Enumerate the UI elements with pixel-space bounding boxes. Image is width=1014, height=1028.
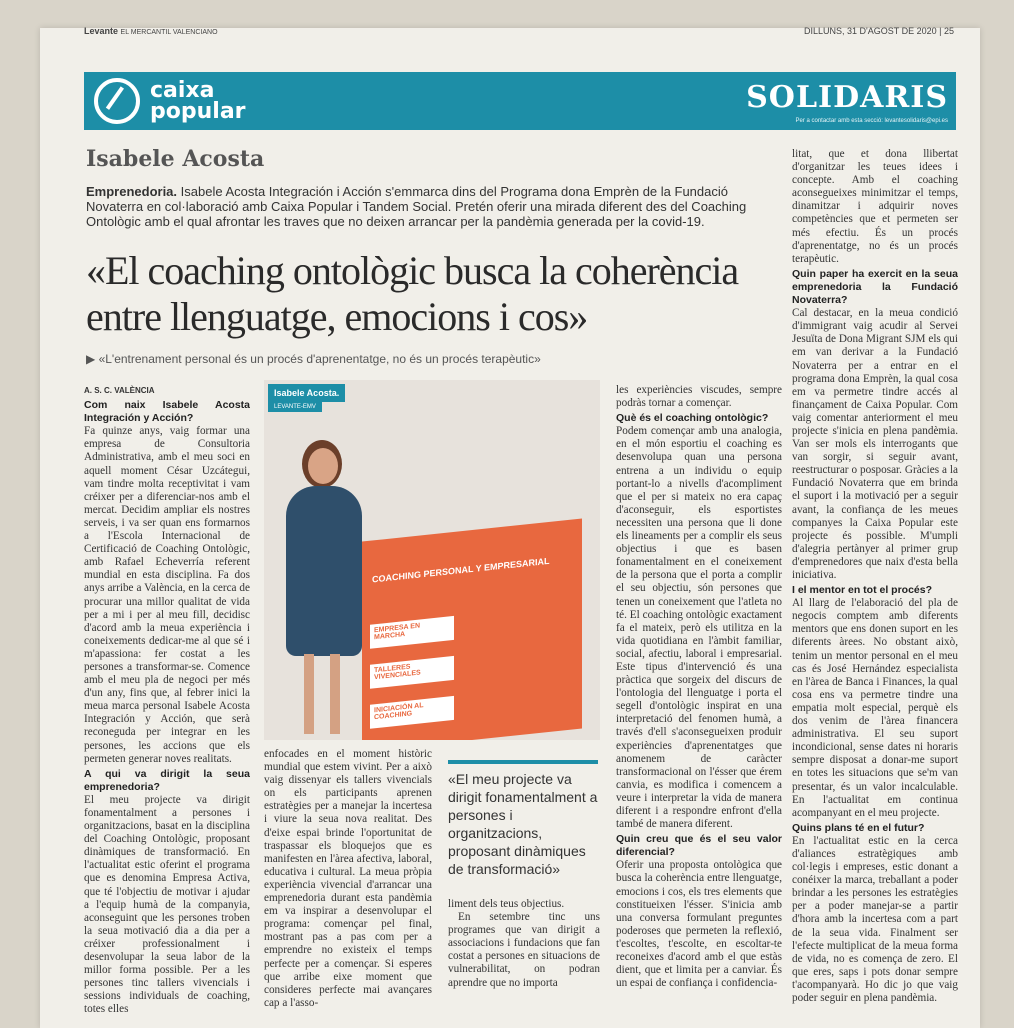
answer: Fa quinze anys, vaig formar una empresa de Consultoria Administrativa, amb el meu soci en aquell moment César Uzcátegui, vam tindre molta receptivitat i vam créixer per a diferenciar-nos amb el mercat. Decidim ampliar els nostres serveis, i va ser quan ens formarnos a l'Escola Internacional de Certificació de Coaching Ontològic, amb Rafael Echeverría referent mundial en esta disciplina. Fa dos anys arribe a València, en la cerca de procurar una millor qualitat de vida per a mi i per al meu fill, decidisc d'acord amb la meua experiència i coneixements dedicar-me al que sé i m'apassiona: fer costat a les persones a transformar-se. Comence amb el meu pla de negoci per més d'un any, fins que, al febrer inici la meua marca personal Isabele Acosta Integración y Acción, que serà reconeguda per integrar en les persones, les accions que els permeten generar noves realitats. [84,425,250,765]
column-3: les experiències viscudes, sempre podràs tornar a començar. Què és el coaching ontològic? Podem començar amb una analogia, en el món esportiu el coaching es desenvolupa quan una persona entrena a un individu o equip portant-lo a nivells d'acompliment que el per si mateix no era capaç d'aconseguir, els esportistes necessiten una persona que li done els lineaments per a complir els seus objectius i que es basen fonamentalment en el coneixement de la persona que el porta a complir el seu objectiu, són persones que tenen un coneixement que l'atleta no té. El coaching ontològic exactament fa el mateix, però els utilitza en la vida quotidiana en l'àmbit familiar, social, afectiu, laboral i empresarial. Este tipus d'intervenció és una pràctica que sorgeix del discurs de l'ontologia del llenguatge i porta el segell d'ontològic inspirat en una interpretació del fenomen humà, a través d'ell s'aconsegueixen produir experiències d'aprenentatges que anomenem de caràcter transformacional on l'ésser que érem canvia, es modifica i comencem a veure i interpretar la vida de manera diferent i a respondre enfront d'ella també de manera diferent. Quin creu que és el seu valor diferencial? Oferir una proposta ontològica que busca la coherència entre llenguatge, emocions i cos, els tres elements que constitueixen l'ésser. S'inicia amb una conversa formulant preguntes poderoses que permeten la reflexió, t'escoltes, t'escolte, en escoltar-te reconeixes d'acord amb el que estàs dient, que et limita per a canviar. És un espai de confiança i confidencia- [616,384,782,990]
answer: Podem començar amb una analogia, en el món esportiu el coaching es desenvolupa quan una persona entrena a un individu o equip portant-lo a nivells d'acompliment que el per si mateix no era capaç d'aconseguir, els esportistes necessiten una persona que li done els lineaments per a complir els seus objectius i que es basen fonamentalment en el coneixement de la persona que el porta a complir el seu objectiu, són persones que tenen un coneixement que l'atleta no té. El coaching ontològic exactament fa el mateix, però els utilitza en la vida quotidiana en l'àmbit familiar, social, afectiu, laboral i empresarial. Este tipus d'intervenció és una pràctica que sorgeix del discurs de l'ontologia del llenguatge i porta el segell d'ontològic inspirat en una interpretació del fenomen humà, a través d'ell s'aconsegueixen produir experiències d'aprenentatges que anomenem de caràcter transformacional on l'ésser que érem canvia, es modifica i comencem a veure i interpretar la vida de manera diferent i a respondre enfront d'ella també de manera diferent. [616,425,782,831]
photo-caption: Isabele Acosta. [268,384,345,402]
column-2: enfocades en el moment històric mundial que estem vivint. Per a això vaig dissenyar els tallers vivencials on els participants aprenen estratègies per a manejar la incertesa i viure la seua nova realitat. Des d'eixe espai brinde l'oportunitat de traspassar els bloquejos que es manifesten en l'àrea afectiva, laboral, educativa i cultural. La meua pròpia experiència vivencial d'arrancar una emprenedoria durant esta pandèmia em va inspirar a desenvolupar el programa: començar pel final, mostrant pas a pas com per a emprendre no existeix el temps perfecte per a començar. Si esperes que arribe eixe moment que consideres perfecte mai avançares cap a l'asso- [264,748,432,1009]
lead-paragraph: Emprenedoria. Isabele Acosta Integración i Acción s'emmarca dins del Programa dona Emprèn de la Fundació Novaterra en col·laboració amb Caixa Popular i Tandem Social. Pretén oferir una mirada diferent des del Coaching Ontològic amb el qual afrontar les traves que no deixen arrancar per la pandèmia generada per la covid-19. [86,184,747,229]
banner-item: TALLERES VIVENCIALES [370,656,454,689]
column-1 [84,384,250,1020]
photo-credit: LEVANTE-EMV [268,402,322,412]
column-2b: liment dels teus objectius. En setembre tinc uns programes que van dirigit a associacions i fundacions que fan costat a persones en situacions de vulnerabilitat, on podran aprendre que no importa [448,898,600,989]
answer: Cal destacar, en la meua condició d'immigrant vaig acudir al Servei Jesuïta de Dona Migrant SJM els qui em van derivar a la Fundació Novaterra per a entrar en el programa dona Emprèn, la qual cosa em va permetre tindre accés al finançament de Caixa Popular. Com vaig comentar anteriorment el meu projecte s'inicia en plena pandèmia. Van ser mols els interrogants que van sorgir, si seguir avant, reestructurar o posposar. Gràcies a la Fundació Novaterra que em brinda el suport i la motivació per a seguir avant, la confiança de les meues companyes la Caixa Popular este projecte és possible. M'umpli d'alegria pertànyer al primer grup d'emprenedores que naix d'esta bella iniciativa. [792,307,958,581]
banner-item: INICIACIÓN AL COACHING [370,696,454,729]
question: Què és el coaching ontològic? [616,412,769,425]
question: A qui va dirigit la seua emprenedoria? [84,767,250,793]
section-title: SOLIDARIS [746,80,948,115]
subheadline: ▶ «L'entrenament personal és un procés d'aprenentatge, no és un procés terapèutic» [86,352,541,366]
answer: Al llarg de l'elaboració del pla de negocis comptem amb diferents mentors que ens donen suport en les diferents àrees. No obstant això, tenim un mentor personal en el meu cas és José Hernández especialista en l'àrea de Banca i Finances, la qual cosa ens va permetre tindre una empatia molt especial, perquè els dos venim de l'àrea financera administrativa. El seu suport incondicional, sense dates ni horaris sempre disposat a donar-me suport en totes les situacions que se'm van presentar, és un valor incalculable. En l'actualitat em continua acompanyant en el meu projecte. [792,597,958,819]
section-contact: Per a contactar amb esta secció: levantesolidaris@epi.es [795,118,948,124]
masthead: Levante EL MERCANTIL VALENCIANO [84,26,218,36]
pull-quote: «El meu projecte va dirigit fonamentalment a persones i organitzacions, proposant dinàmiques de transformació» [448,760,598,878]
column-4 [792,148,958,1020]
banner-item: EMPRESA EN MARCHA [370,616,454,649]
question: Com naix Isabele Acosta Integración y Acción? [84,399,250,425]
top-line [0,26,1014,42]
date-page: DILLUNS, 31 D'AGOST DE 2020 | 25 [804,26,954,36]
logo-mark-icon [94,78,140,124]
answer: litat, que et dona llibertat d'organitzar les teues idees i concepte. Amb el coaching aconsegueixes minimitzar el temps, dinamitzar i adquirir noves competències que et permeten ser més efectiu. És un procés d'aprenentatge, no és un procés terapèutic. [792,148,958,265]
headline: «El coaching ontològic busca la coherència entre llenguatge, emocions i cos» [86,248,739,339]
question: Quin paper ha exercit en la seua emprenedoria la Fundació Novaterra? [792,267,958,307]
byline: A. S. C. VALÈNCIA [84,386,155,395]
question: Quin creu que és el seu valor diferencial? [616,833,782,859]
question: Quins plans té en el futur? [792,821,925,834]
woman-figure [282,440,372,740]
caixa-popular-logo: caixa popular [88,74,328,128]
kicker: Isabele Acosta [86,146,265,172]
article-photo [264,380,600,740]
question: I el mentor en tot el procés? [792,584,933,597]
banner-sign: COACHING PERSONAL Y EMPRESARIAL EMPRESA EN MARCHA TALLERES VIVENCIALES INICIACIÓN AL COACHING [362,518,582,740]
answer: Oferir una proposta ontològica que busca la coherència entre llenguatge, emocions i cos, els tres elements que constitueixen l'ésser. S'inicia amb una conversa formulant preguntes poderoses que permeten la reflexió, t'escoltes, t'escolte, en escoltar-te reconeixes d'acord amb el que estàs dient, que et limita per a canviar. És un espai de confiança i confidencia- [616,859,782,990]
answer: El meu projecte va dirigit fonamentalment a persones i organitzacions, basat en la disciplina del Coaching Ontològic, proposant dinàmiques de transformació. En l'actualitat estic oferint el programa que es denomina Empresa Activa, que té l'objectiu de motivar i ajudar a l'equip humà de la companyia, aconseguint que les persones troben la seua motivació dia a dia per a créixer professionalment i desenvolupar la seua labor de la millor forma possible. Per a les persones tinc tallers vivencials i sessions individuals de coaching, totes elles [84,793,250,1016]
answer: En l'actualitat estic en la cerca d'aliances estratègiques amb col·legis i empreses, estic donant a conéixer la marca, treballant a poder brindar a les persones les estratègies per a poder manejar-se a partir d'hora amb la incertesa com a part de la seua vida. Finalment ser l'efecte multiplicat de la meua forma de vida, no es comença de zero. El que eres, saps i pots donar sempre t'acompanyarà. Ho dic jo que vaig poder seguir en plena pandèmia. [792,834,958,1004]
